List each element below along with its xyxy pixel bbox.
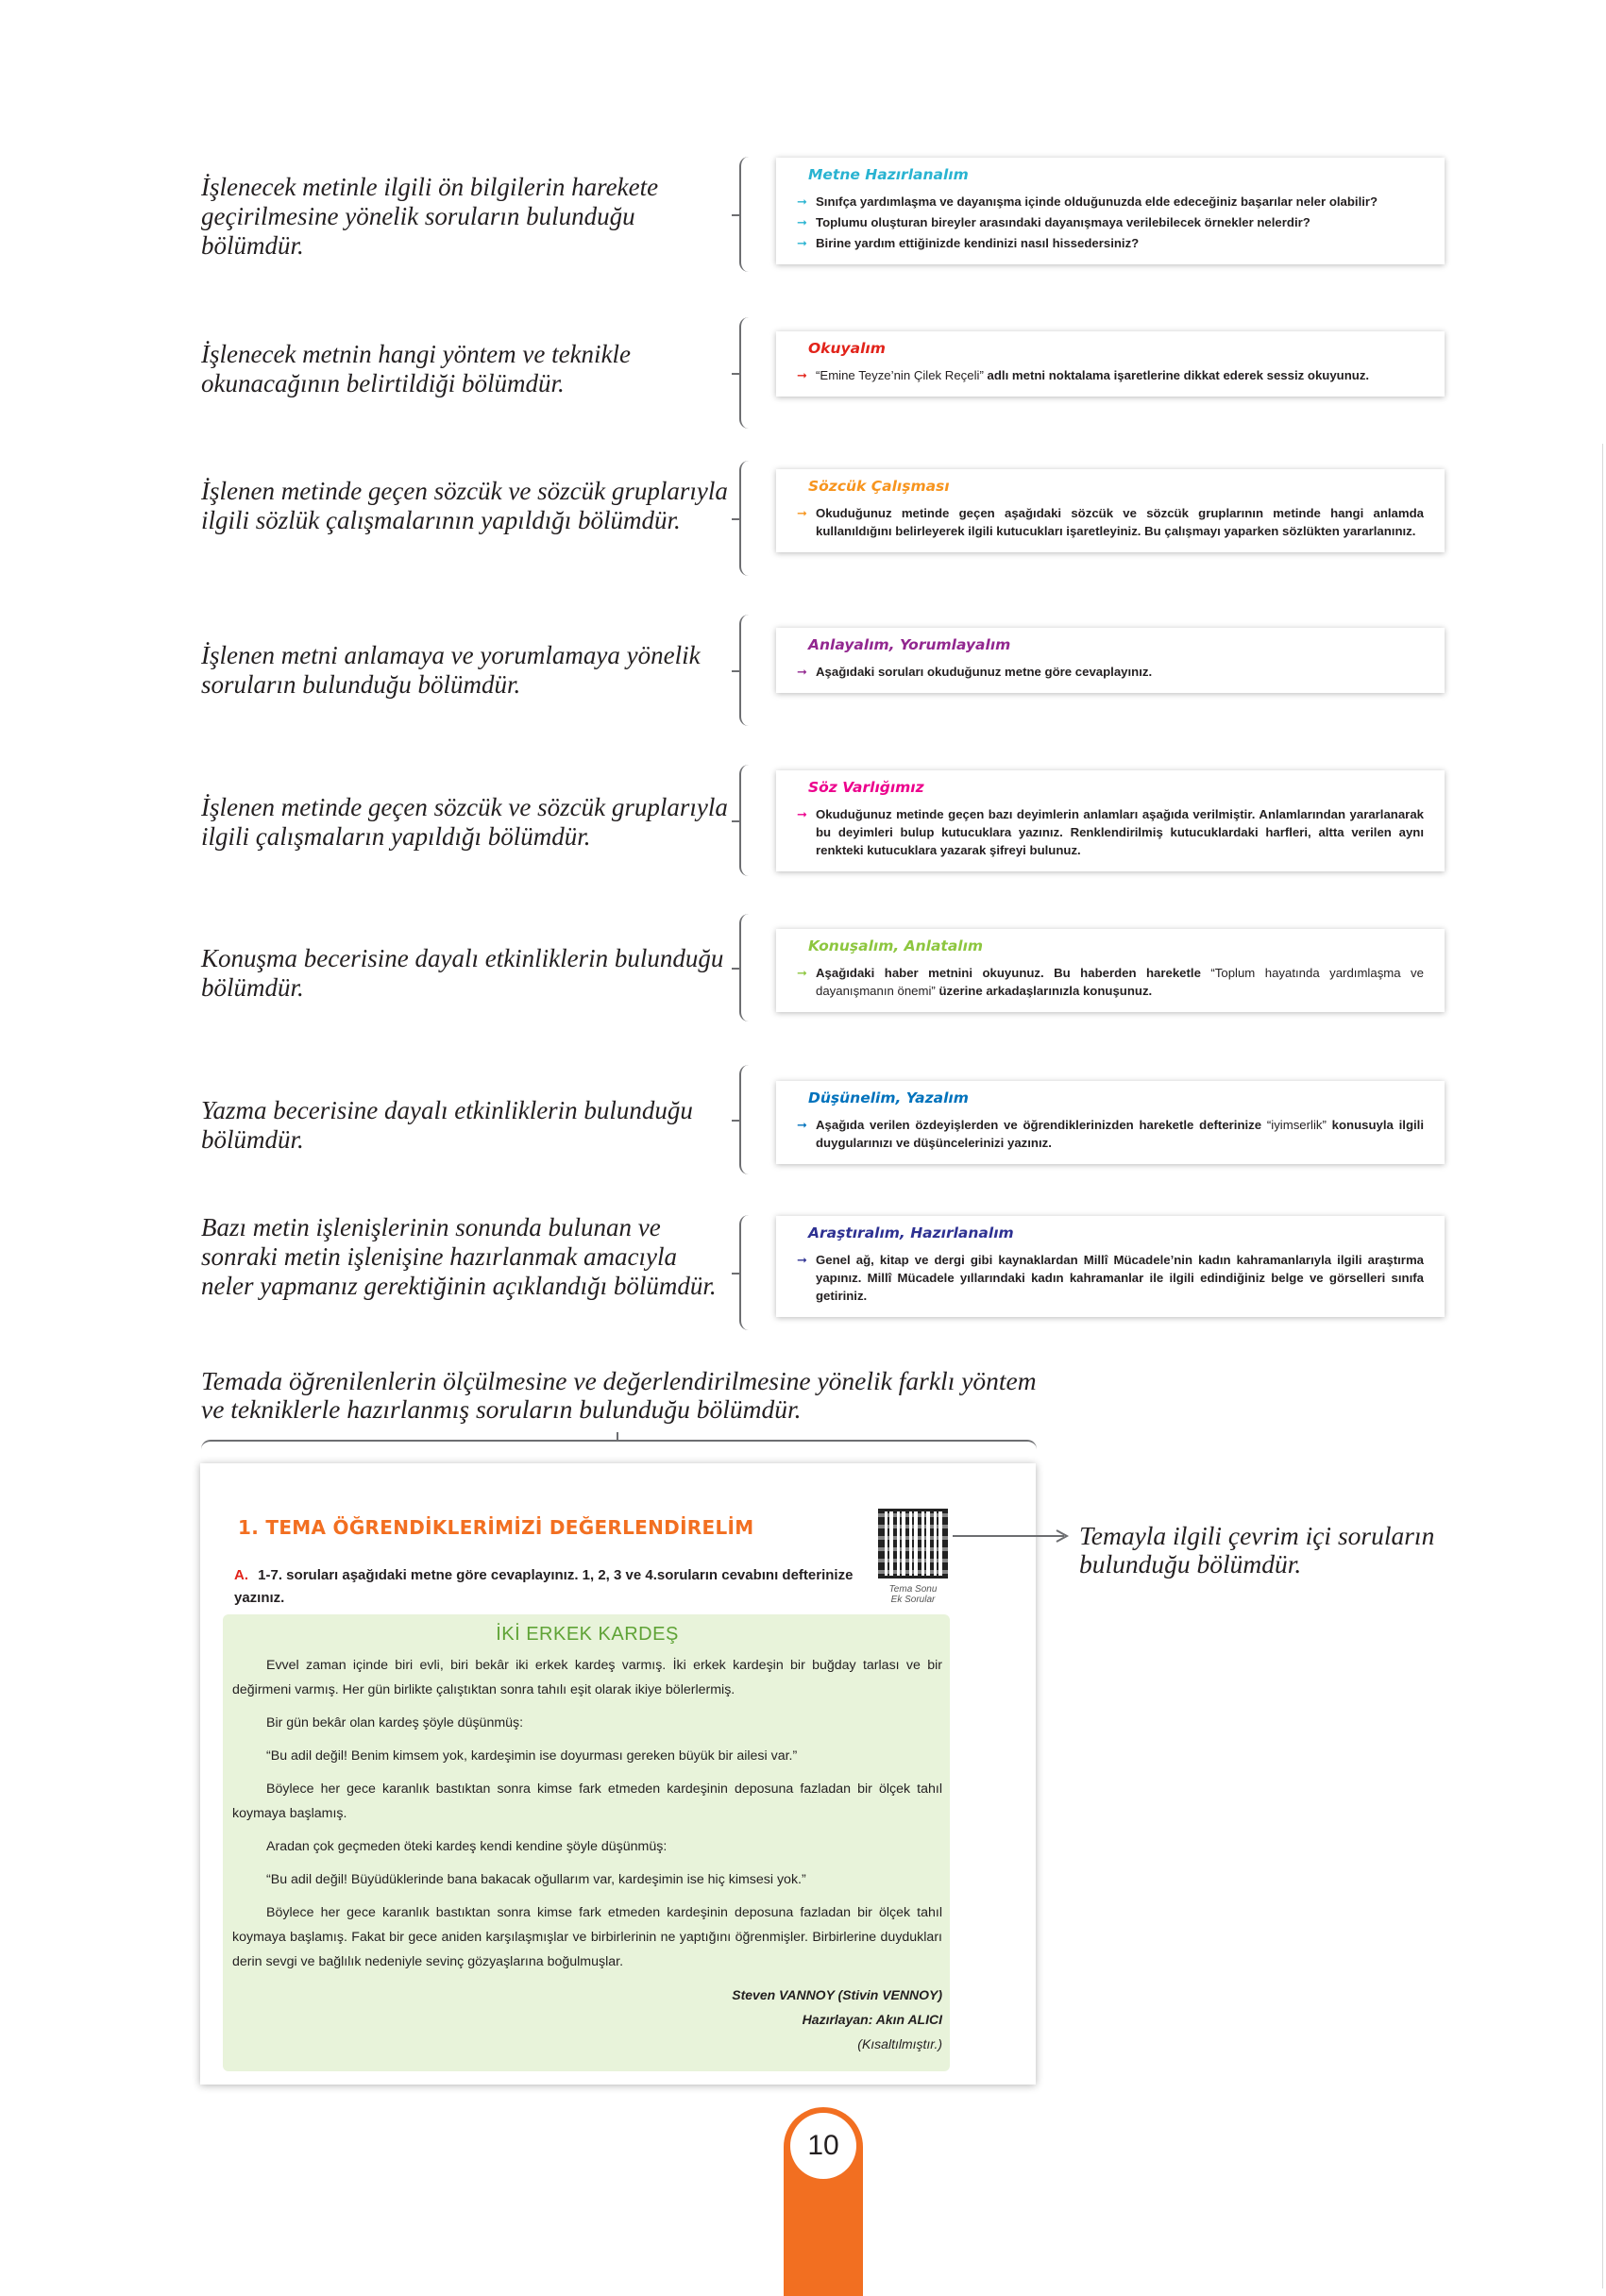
bullet-text-part: Aşağıdaki haber metnini okuyunuz. Bu haberden hareketle	[816, 966, 1211, 980]
section-description: İşlenen metinde geçen sözcük ve sözcük gruplarıyla ilgili sözlük çalışmalarının yapıldığı bölümdür.	[201, 477, 728, 534]
section-card	[776, 929, 1445, 1012]
section-bullet	[797, 663, 1424, 681]
online-questions-description: Temayla ilgili çevrim içi soruların bulunduğu bölümdür.	[1079, 1521, 1435, 1578]
section-bullet-text: Aşağıdaki soruları okuduğunuz metne göre cevaplayınız.	[816, 665, 1153, 679]
section-brace	[739, 1215, 756, 1330]
section-card	[776, 628, 1445, 693]
section-bullet	[797, 193, 1424, 211]
quoted-text: “Toplum hayatında yardımlaşma ve dayanışmanın önemi”	[816, 966, 1424, 998]
page-edge-line	[1602, 444, 1603, 2288]
section-description: Yazma becerisine dayalı etkinliklerin bulunduğu bölümdür.	[201, 1096, 693, 1154]
section-bullet	[797, 504, 1424, 540]
quoted-text: “Emine Teyze’nin Çilek Reçeli”	[816, 368, 984, 382]
story-paragraph: “Bu adil değil! Benim kimsem yok, kardeşimin ise doyurması gereken büyük bir ailesi var.”	[266, 1748, 798, 1764]
evaluation-description: Temada öğrenilenlerin ölçülmesine ve değerlendirilmesine yönelik farklı yöntem ve tekniklerle hazırlanmış soruların bulunduğu bölümdür.	[201, 1366, 1037, 1424]
story-paragraph: Böylece her gece karanlık bastıktan sonra kimse fark etmeden kardeşinin deposuna fazladan bir ölçek tahıl koymaya başlamış. Fakat bir gece aniden karşılaşmışlar ve birbirlerinin ne yaptığını öğrenmişler. Birbirlerine duydukları derin sevgi ve bağlılık nedeniyle sevinç gözyaşlarına boğulmuşlar.	[232, 1905, 942, 1969]
section-description: Bazı metin işlenişlerinin sonunda bulunan ve sonraki metin işlenişine hazırlanmak amacıyla neler yapmanız gerektiğinin açıklandığı bölümdür.	[201, 1213, 717, 1300]
evaluation-page-preview	[200, 1463, 1036, 2085]
section-brace	[739, 461, 756, 576]
section-description: Konuşma becerisine dayalı etkinliklerin bulunduğu bölümdür.	[201, 944, 724, 1002]
arrow-bullet-icon: ➞	[797, 194, 807, 209]
section-card-title: Konuşalım, Anlatalım	[808, 937, 984, 954]
story-text	[232, 1653, 942, 1974]
section-card-title: Sözcük Çalışması	[808, 478, 950, 495]
quoted-text: “iyimserlik”	[1266, 1118, 1327, 1132]
evaluation-brace	[201, 1440, 1037, 1453]
arrow-bullet-icon: ➞	[797, 807, 807, 821]
arrow-bullet-icon: ➞	[797, 1253, 807, 1267]
story-paragraph: Böylece her gece karanlık bastıktan sonra kimse fark etmeden kardeşinin deposuna fazladan bir ölçek tahıl koymaya başlamış.	[232, 1781, 942, 1821]
qr-label-line-2: Ek Sorular	[890, 1595, 936, 1605]
section-bullet	[797, 805, 1424, 859]
section-brace	[739, 914, 756, 1021]
bullet-text-part: Aşağıda verilen özdeyişlerden ve öğrendiklerinizden hareketle defterinize	[816, 1118, 1267, 1132]
question-text: 1-7. soruları aşağıdaki metne göre cevaplayınız. 1, 2, 3 ve 4.soruların cevabını defterinize yazınız.	[234, 1567, 854, 1606]
section-bullet-text: Toplumu oluşturan bireyler arasındaki dayanışmaya verilebilecek örnekler nelerdir?	[816, 215, 1310, 229]
story-paragraph: “Bu adil değil! Büyüdüklerinde bana bakacak oğullarım var, kardeşimin ise hiç kimsesi yok.”	[266, 1872, 806, 1887]
section-bullet-text: Okuduğunuz metinde geçen bazı deyimlerin anlamları aşağıda verilmiştir. Anlamlarından yararlanarak bu deyimleri bulup kutucuklara yazınız. Renklendirilmiş kutucuklardaki harfleri, altta verilen aynı renkteki kutucuklara yazarak şifreyi bulunuz.	[816, 807, 1424, 857]
section-bullet-text: Okuduğunuz metinde geçen aşağıdaki sözcük ve sözcük gruplarının metinde hangi anlamda kullanıldığını belirleyerek ilgili kutucukları işaretleyiniz. Bu çalışmayı yaparken sözlükten yararlanınız.	[816, 506, 1424, 538]
section-brace	[739, 1065, 756, 1174]
question-instruction	[234, 1564, 857, 1610]
section-bullet	[797, 1116, 1424, 1152]
arrow-bullet-icon: ➞	[797, 368, 807, 382]
section-card-title: Metne Hazırlanalım	[808, 166, 969, 183]
section-bullet	[797, 964, 1424, 1000]
question-letter: A.	[234, 1567, 248, 1583]
online-questions-connector	[953, 1529, 1072, 1543]
section-card	[776, 331, 1445, 397]
section-card-title: Söz Varlığımız	[808, 779, 924, 796]
section-description: İşlenen metni anlamaya ve yorumlamaya yönelik soruların bulunduğu bölümdür.	[201, 641, 701, 699]
qr-code-icon[interactable]	[878, 1509, 948, 1578]
story-paragraph: Evvel zaman içinde biri evli, biri bekâr iki erkek kardeş varmış. İki erkek kardeşin bir buğday tarlası ve bir değirmeni varmış. Her gün birlikte çalıştıktan sonra tahılı eşit olarak ikiye bölerlermiş.	[232, 1658, 942, 1697]
section-bullet-text: Birine yardım ettiğinizde kendinizi nasıl hissedersiniz?	[816, 236, 1140, 250]
story-abridged-note: (Kısaltılmıştır.)	[857, 2036, 942, 2051]
section-bullet-text	[816, 1116, 1424, 1152]
section-brace	[739, 765, 756, 876]
section-card-title: Anlayalım, Yorumlayalım	[808, 636, 1011, 653]
section-card	[776, 158, 1445, 264]
arrow-bullet-icon: ➞	[797, 506, 807, 520]
section-bullet-text	[816, 964, 1424, 1000]
story-preparer: Hazırlayan: Akın ALICI	[802, 2012, 942, 2027]
section-card	[776, 1216, 1445, 1317]
qr-label-line-1: Tema Sonu	[888, 1584, 938, 1595]
section-description: İşlenecek metnin hangi yöntem ve teknikle okunacağının belirtildiği bölümdür.	[201, 340, 632, 397]
section-brace	[739, 615, 756, 726]
story-title: İKİ ERKEK KARDEŞ	[496, 1624, 679, 1645]
section-card	[776, 1081, 1445, 1164]
section-description: İşlenen metinde geçen sözcük ve sözcük gruplarıyla ilgili çalışmaların yapıldığı bölümdür.	[201, 793, 728, 851]
arrow-bullet-icon: ➞	[797, 966, 807, 980]
qr-label	[861, 1584, 965, 1605]
section-card	[776, 770, 1445, 871]
bullet-text-part: adlı metni noktalama işaretlerine dikkat ederek sessiz okuyunuz.	[983, 368, 1370, 382]
section-bullet	[797, 1251, 1424, 1305]
section-bullet-text: Genel ağ, kitap ve dergi gibi kaynaklardan Millî Mücadele’nin kadın kahramanlarıyla ilgili araştırma yapınız. Millî Mücadele yıllarındaki kadın kahramanlar ile ilgili edindiğiniz belge ve görselleri sınıfa getiriniz.	[816, 1253, 1424, 1303]
arrow-bullet-icon: ➞	[797, 236, 807, 250]
section-bullet-text	[816, 366, 1369, 384]
arrow-bullet-icon: ➞	[797, 1118, 807, 1132]
arrow-bullet-icon: ➞	[797, 215, 807, 229]
story-paragraph: Aradan çok geçmeden öteki kardeş kendi kendine şöyle düşünmüş:	[266, 1839, 668, 1854]
story-author: Steven VANNOY (Stivin VENNOY)	[732, 1987, 942, 2002]
section-bullet-text: Sınıfça yardımlaşma ve dayanışma içinde olduğunuzda elde edeceğiniz başarılar neler olabilir?	[816, 194, 1378, 209]
section-card-title: Düşünelim, Yazalım	[808, 1089, 969, 1106]
section-card-title: Araştıralım, Hazırlanalım	[808, 1224, 1014, 1241]
section-bullet	[797, 213, 1424, 231]
bullet-text-part: üzerine arkadaşlarınızla konuşunuz.	[935, 984, 1153, 998]
section-bullet	[797, 366, 1424, 384]
page-number: 10	[790, 2113, 856, 2179]
section-card	[776, 469, 1445, 552]
section-card-title: Okuyalım	[808, 340, 886, 357]
bullet-text-part: konusuyla ilgili duygularınızı ve düşüncelerinizi yazınız.	[816, 1118, 1424, 1150]
section-brace	[739, 317, 756, 429]
story-box	[223, 1614, 950, 2071]
section-bullet	[797, 234, 1424, 252]
story-paragraph: Bir gün bekâr olan kardeş şöyle düşünmüş:	[266, 1715, 524, 1730]
arrow-bullet-icon: ➞	[797, 665, 807, 679]
tema-evaluation-title: 1. TEMA ÖĞRENDİKLERİMİZİ DEĞERLENDİRELİM	[238, 1516, 754, 1539]
section-description: İşlenecek metinle ilgili ön bilgilerin harekete geçirilmesine yönelik soruların bulunduğu bölümdür.	[201, 173, 659, 260]
section-brace	[739, 157, 756, 272]
